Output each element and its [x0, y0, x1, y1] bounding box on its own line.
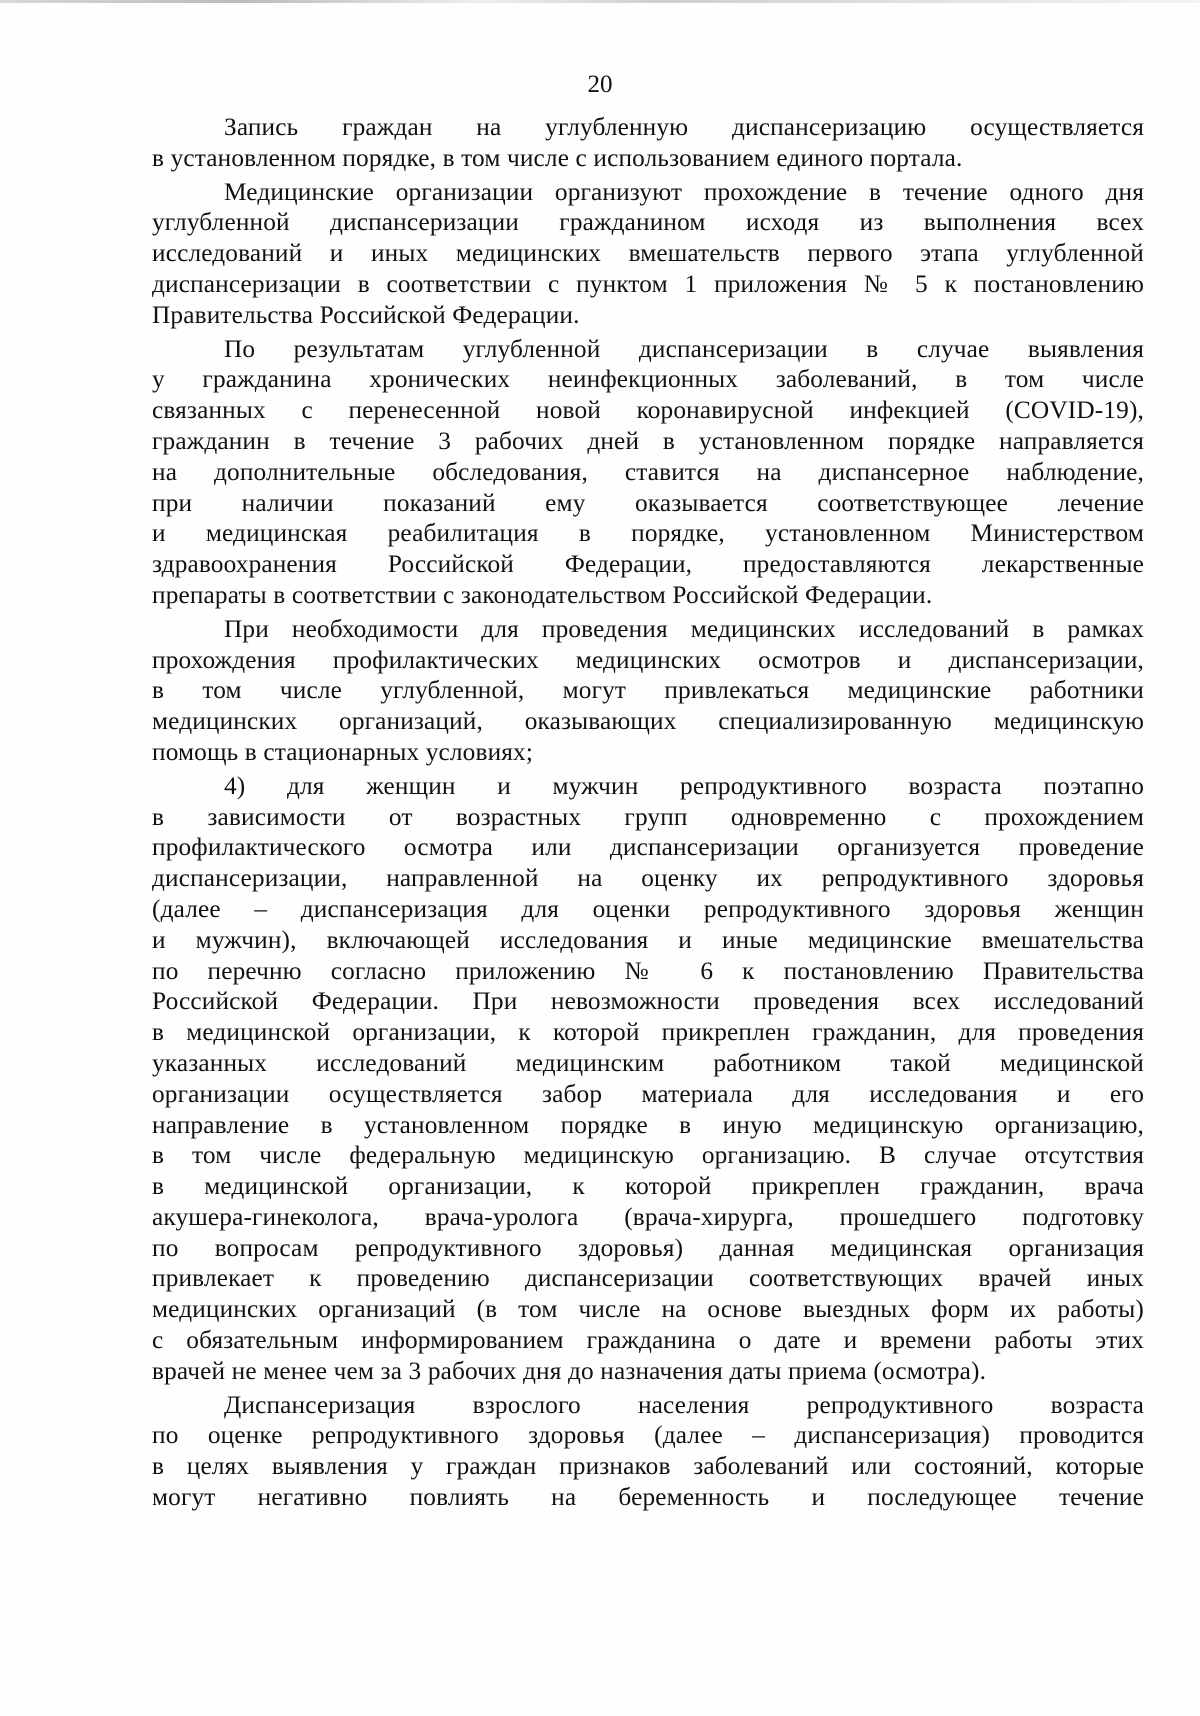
scan-edge: [0, 0, 1200, 3]
text-line: профилактического осмотра или диспансеризации организуется проведение: [152, 833, 1144, 862]
text-line: у гражданина хронических неинфекционных заболеваний, в том числе: [152, 365, 1144, 394]
text-line: связанных с перенесенной новой коронавирусной инфекцией (COVID-19),: [152, 396, 1144, 425]
text-line: в медицинской организации, к которой прикреплен гражданин, врача: [152, 1172, 1144, 1201]
text-line: препараты в соответствии с законодательством Российской Федерации.: [152, 580, 933, 609]
text-line: по перечню согласно приложению № 6 к постановлению Правительства: [152, 956, 1144, 985]
text-line: в медицинской организации, к которой прикреплен гражданин, для проведения: [152, 1018, 1144, 1047]
text-line: и мужчин), включающей исследования и иные медицинские вмешательства: [152, 925, 1144, 954]
text-line: медицинских организаций (в том числе на основе выездных форм их работы): [152, 1295, 1144, 1324]
text-line: Российской Федерации. При невозможности проведения всех исследований: [152, 987, 1144, 1016]
text-line: врачей не менее чем за 3 рабочих дня до назначения даты приема (осмотра).: [152, 1356, 987, 1385]
text-line: в установленном порядке, в том числе с использованием единого портала.: [152, 143, 963, 172]
document-body: [152, 112, 1144, 1513]
text-line: исследований и иных медицинских вмешательств первого этапа углубленной: [152, 239, 1144, 268]
text-line: прохождения профилактических медицинских осмотров и диспансеризации,: [152, 645, 1144, 674]
text-line: здравоохранения Российской Федерации, предоставляются лекарственные: [152, 550, 1144, 579]
text-line: акушера-гинеколога, врача-уролога (врача-хирурга, прошедшего подготовку: [152, 1202, 1144, 1231]
text-line: в том числе углубленной, могут привлекаться медицинские работники: [152, 676, 1144, 705]
text-line: на дополнительные обследования, ставится на диспансерное наблюдение,: [152, 457, 1144, 486]
text-line: помощь в стационарных условиях;: [152, 737, 534, 766]
text-line: указанных исследований медицинским работником такой медицинской: [152, 1048, 1144, 1077]
text-line: При необходимости для проведения медицинских исследований в рамках: [224, 614, 1144, 643]
text-line: могут негативно повлиять на беременность и последующее течение: [152, 1483, 1144, 1512]
text-line: Диспансеризация взрослого населения репродуктивного возраста: [224, 1390, 1144, 1419]
text-line: Запись граждан на углубленную диспансеризацию осуществляется: [224, 113, 1144, 141]
text-line: Медицинские организации организуют прохождение в течение одного дня: [224, 177, 1144, 206]
text-line: гражданин в течение 3 рабочих дней в установленном порядке направляется: [152, 426, 1144, 455]
text-line: диспансеризации, направленной на оценку их репродуктивного здоровья: [152, 864, 1144, 893]
text-line: направление в установленном порядке в иную медицинскую организацию,: [152, 1110, 1144, 1139]
text-line: привлекает к проведению диспансеризации соответствующих врачей иных: [152, 1264, 1144, 1293]
text-line: по оценке репродуктивного здоровья (далее – диспансеризация) проводится: [152, 1421, 1144, 1450]
text-line: в целях выявления у граждан признаков заболеваний или состояний, которые: [152, 1452, 1144, 1481]
text-line: Правительства Российской Федерации.: [152, 300, 580, 329]
text-line: углубленной диспансеризации гражданином исходя из выполнения всех: [152, 208, 1144, 237]
text-line: По результатам углубленной диспансеризации в случае выявления: [224, 334, 1144, 363]
text-line: организации осуществляется забор материала для исследования и его: [152, 1079, 1144, 1108]
text-line: 4) для женщин и мужчин репродуктивного возраста поэтапно: [224, 771, 1144, 800]
text-line: в зависимости от возрастных групп одновременно с прохождением: [152, 802, 1144, 831]
text-line: медицинских организаций, оказывающих специализированную медицинскую: [152, 707, 1144, 736]
text-line: по вопросам репродуктивного здоровья) данная медицинская организация: [152, 1233, 1144, 1262]
text-line: с обязательным информированием гражданина о дате и времени работы этих: [152, 1326, 1144, 1355]
text-line: при наличии показаний ему оказывается соответствующее лечение: [152, 488, 1144, 517]
text-line: диспансеризации в соответствии с пунктом 1 приложения № 5 к постановлению: [152, 269, 1144, 298]
text-line: (далее – диспансеризация для оценки репродуктивного здоровья женщин: [152, 894, 1144, 923]
text-line: в том числе федеральную медицинскую организацию. В случае отсутствия: [152, 1141, 1144, 1170]
text-line: и медицинская реабилитация в порядке, установленном Министерством: [152, 519, 1144, 548]
page-number: 20: [587, 71, 613, 98]
